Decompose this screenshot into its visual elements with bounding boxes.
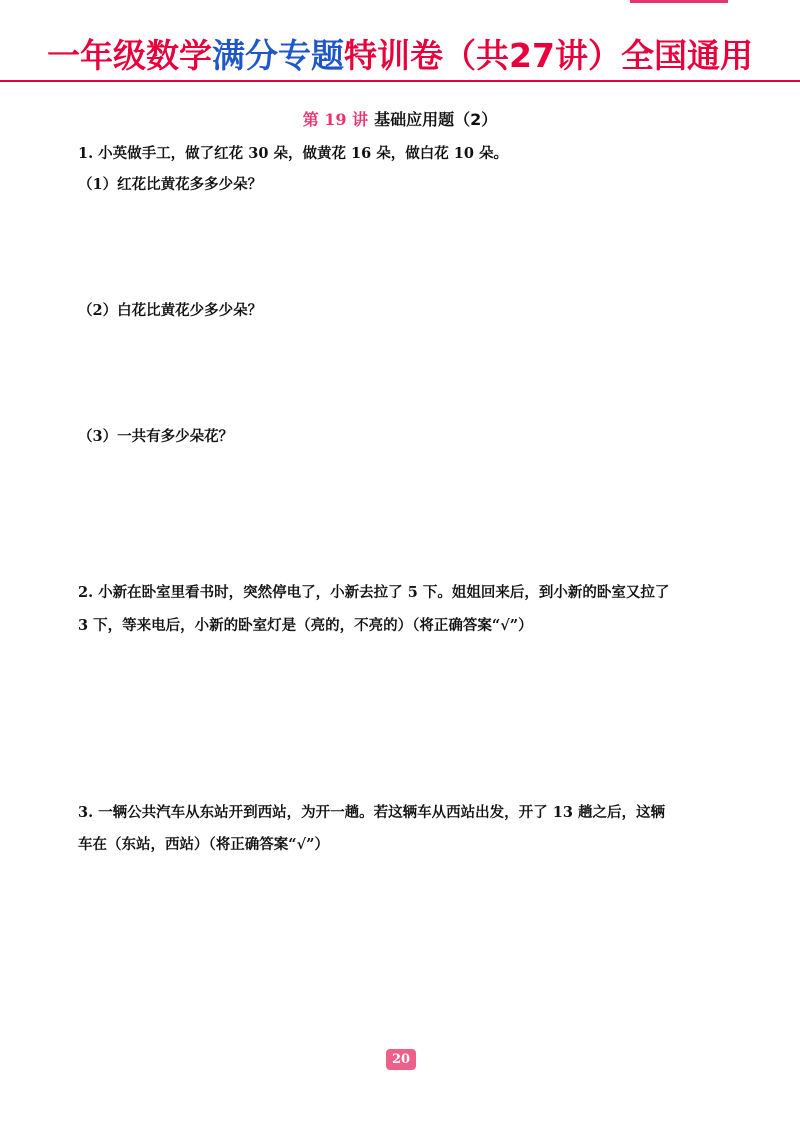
lesson-title [0, 107, 800, 130]
question-3-line-1: 3. 一辆公共汽车从东站开到西站，为开一趟。若这辆车从西站出发，开了 13 趟之后，这辆 [78, 804, 665, 821]
banner-title-part3: 特训卷（共27讲）全国通用 [344, 36, 753, 75]
question-1-part-3: （3）一共有多少朵花？ [78, 428, 234, 445]
lesson-name: 基础应用题（2） [374, 110, 498, 129]
page-number-badge: 20 [386, 1049, 416, 1070]
lesson-number: 第 19 讲 [302, 110, 369, 129]
question-2-line-1: 2. 小新在卧室里看书时，突然停电了，小新去拉了 5 下。姐姐回来后，到小新的卧室又拉了 [78, 584, 670, 601]
question-1-part-1: （1）红花比黄花多多少朵？ [78, 176, 263, 193]
page-banner-title [0, 33, 800, 79]
banner-title-part2: 满分专题 [212, 36, 345, 75]
banner-divider [0, 80, 800, 82]
question-3-line-2: 车在（东站，西站）（将正确答案“√”） [78, 836, 329, 853]
question-1-part-2: （2）白花比黄花少多少朵？ [78, 302, 263, 319]
banner-title-part1: 一年级数学 [47, 36, 213, 75]
top-accent-bar [630, 0, 728, 3]
question-1-stem: 1. 小英做手工，做了红花 30 朵，做黄花 16 朵，做白花 10 朵。 [78, 145, 509, 162]
question-2-line-2: 3 下，等来电后，小新的卧室灯是（亮的，不亮的）（将正确答案“√”） [78, 617, 533, 634]
